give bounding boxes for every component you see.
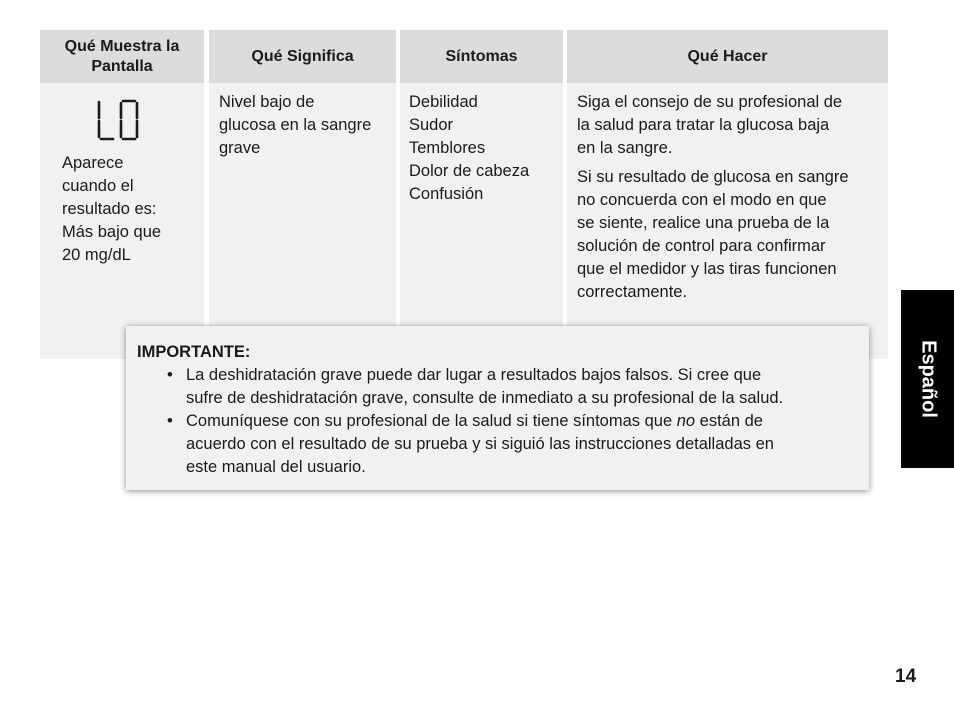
bullet-icon: • — [167, 366, 173, 384]
header-display: Qué Muestra la Pantalla — [40, 30, 204, 83]
important-bullet-2: • Comuníquese con su profesional de la salud si tiene síntomas que no están de acuerdo con el resultado de su prueba y si siguió las instrucciones detalladas en este manual del usuario. — [167, 412, 774, 476]
column-display — [40, 30, 204, 359]
column-meaning — [209, 30, 396, 359]
emphasis-no: no — [676, 412, 696, 430]
language-tab-espanol — [901, 290, 954, 468]
bullet-icon: • — [167, 412, 173, 430]
cell-symptoms — [400, 83, 563, 359]
symptom-item: Temblores — [409, 139, 486, 157]
column-symptoms — [400, 30, 563, 359]
column-action — [567, 30, 888, 359]
header-meaning: Qué Significa — [209, 30, 396, 83]
important-title: IMPORTANTE: — [137, 343, 251, 361]
important-notice-box — [126, 326, 869, 490]
important-bullet-1: • La deshidratación grave puede dar lugar a resultados bajos falsos. Si cree que sufre de deshidratación grave, consulte de inmediato a su profesional de la salud. — [167, 366, 784, 407]
symptom-item: Dolor de cabeza — [409, 162, 530, 180]
header-symptoms: Síntomas — [400, 30, 563, 83]
display-description: Aparece cuando el resultado es: Más bajo que 20 mg/dL — [62, 154, 162, 264]
language-tab-label: Español — [917, 340, 939, 418]
page-number: 14 — [895, 666, 917, 687]
symptom-item: Debilidad — [409, 93, 478, 111]
action-paragraph-1: Siga el consejo de su profesional de la salud para tratar la glucosa baja en la sangre. — [577, 93, 843, 157]
symptom-item: Sudor — [409, 116, 454, 134]
cell-action — [567, 83, 888, 359]
cell-meaning: Nivel bajo de glucosa en la sangre grave — [209, 83, 396, 359]
lcd-lo-readout — [95, 99, 141, 141]
glucose-results-table — [40, 30, 888, 359]
cell-display — [40, 83, 204, 359]
header-action: Qué Hacer — [567, 30, 888, 83]
action-paragraph-2: Si su resultado de glucosa en sangre no concuerda con el modo en que se siente, realice una prueba de la solución de control para confirmar que el medidor y las tiras funcionen correctamente. — [577, 168, 849, 301]
symptom-item: Confusión — [409, 185, 484, 203]
